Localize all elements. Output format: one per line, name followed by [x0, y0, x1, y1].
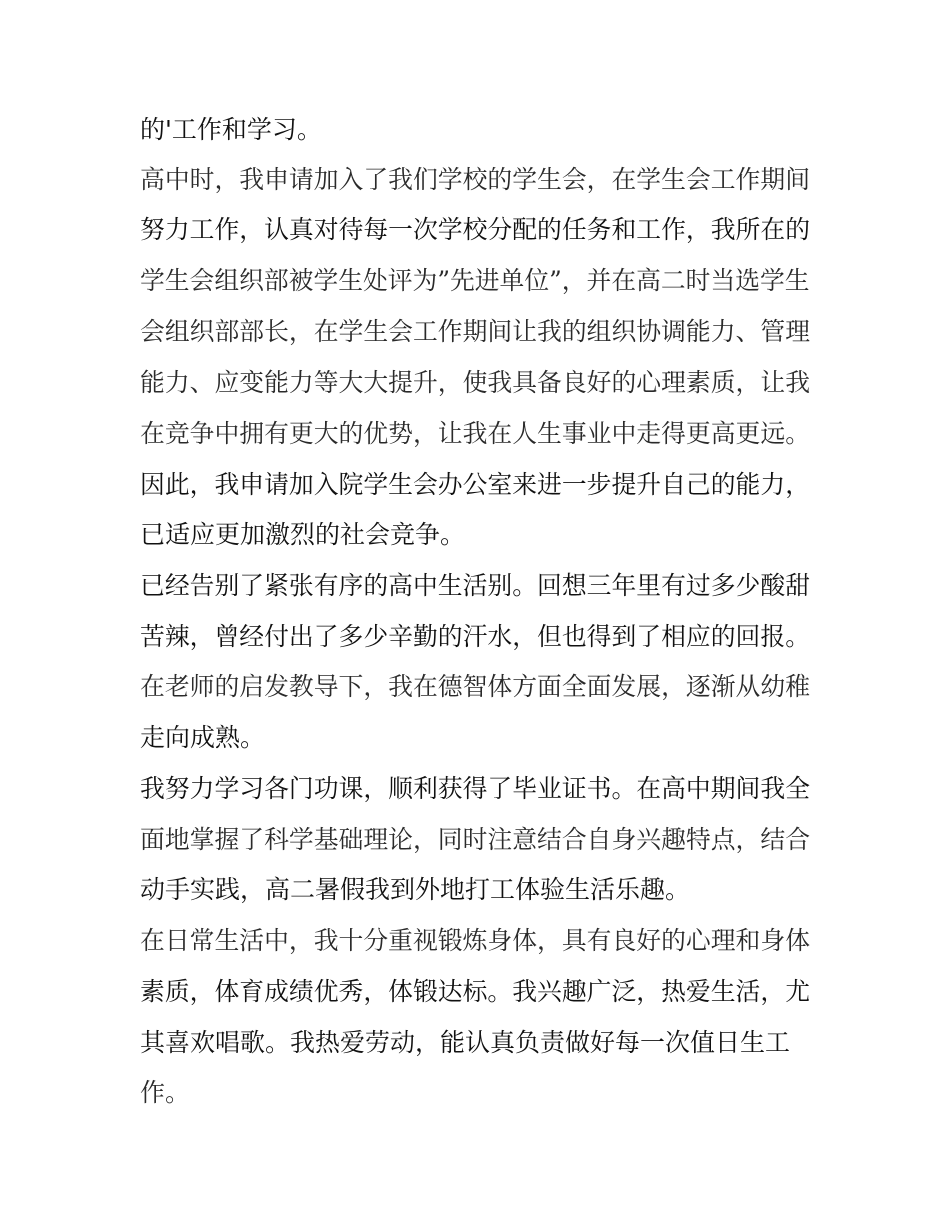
text-line: 的'工作和学习。: [140, 115, 322, 144]
text-line: 动手实践，高二暑假我到外地打工体验生活乐趣。: [140, 875, 691, 904]
text-line: 学生会组织部被学生处评为”先进单位”，并在高二时当选学生: [140, 266, 810, 295]
text-line: 面地掌握了科学基础理论，同时注意结合自身兴趣特点，结合: [140, 825, 811, 854]
text-line: 苦辣，曾经付出了多少辛勤的汗水，但也得到了相应的回报。: [140, 622, 811, 651]
text-line: 作。: [140, 1078, 191, 1107]
text-line: 会组织部部长，在学生会工作期间让我的组织协调能力、管理: [140, 317, 811, 346]
text-line: 在老师的启发教导下，我在德智体方面全面发展，逐渐从幼稚: [140, 672, 811, 701]
text-line: 我努力学习各门功课，顺利获得了毕业证书。在高中期间我全: [140, 774, 811, 803]
text-line: 已经告别了紧张有序的高中生活别。回想三年里有过多少酸甜: [140, 571, 811, 600]
text-line: 已适应更加激烈的社会竞争。: [140, 520, 466, 549]
text-line: 努力工作，认真对待每一次学校分配的任务和工作，我所在的: [140, 215, 811, 244]
text-line: 其喜欢唱歌。我热爱劳动，能认真负责做好每一次值日生工: [140, 1028, 791, 1057]
text-line: 素质，体育成绩优秀，体锻达标。我兴趣广泛，热爱生活，尤: [140, 977, 811, 1006]
text-line: 能力、应变能力等大大提升，使我具备良好的心理素质，让我: [140, 368, 811, 397]
text-line: 在日常生活中，我十分重视锻炼身体，具有良好的心理和身体: [140, 926, 811, 955]
text-line: 在竞争中拥有更大的优势，让我在人生事业中走得更高更远。: [140, 419, 811, 448]
text-line: 因此，我申请加入院学生会办公室来进一步提升自己的能力，: [140, 470, 811, 499]
text-line: 高中时，我申请加入了我们学校的学生会，在学生会工作期间: [140, 165, 811, 194]
text-line: 走向成熟。: [140, 723, 266, 752]
